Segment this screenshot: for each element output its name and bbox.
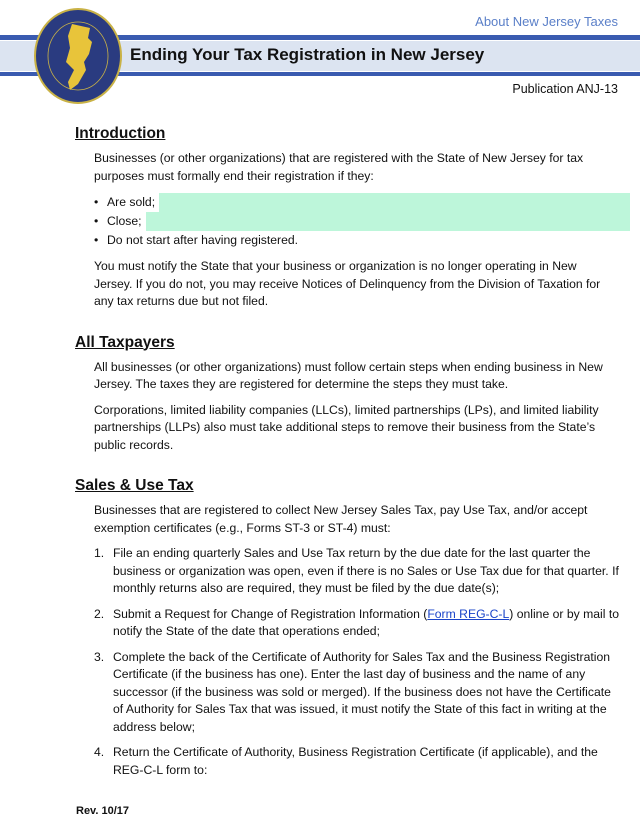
item-text-pre: Submit a Request for Change of Registration Information (	[113, 606, 428, 621]
page-title: Ending Your Tax Registration in New Jersey	[130, 45, 485, 64]
intro-bullet-list	[0, 193, 640, 250]
item-text: File an ending quarterly Sales and Use Tax return by the due date for the last quarter the business or organization was open, even if there is no Sales or Use Tax due for that quarter. If monthly returns also are required, they must be filed by the due date(s);	[113, 546, 619, 595]
introduction-heading: Introduction	[75, 125, 166, 142]
item-number: 3.	[94, 649, 105, 664]
item-text: Complete the back of the Certificate of Authority for Sales Tax and the Business Registration Certificate (if the business has one). Enter the last day of business and the name of any successor (if the business was sold or merged). If the business does not have the Certificate of Authority for Sales Tax that was issued, it must notify the State of this fact in writing at the address below;	[113, 649, 611, 734]
bullet-text: Do not start after having registered.	[107, 232, 299, 247]
item-text-post: ) online or by mail to notify the State of the date that operations ended;	[113, 606, 620, 638]
bullet-text: Are sold;	[107, 194, 156, 209]
sales-item-2	[94, 606, 620, 641]
sales-item-1	[94, 545, 620, 598]
sales-use-tax-heading: Sales & Use Tax	[75, 477, 194, 494]
item-text: Return the Certificate of Authority, Business Registration Certificate (if applicable), and the REG-C-L form to:	[113, 745, 598, 777]
close-field[interactable]	[146, 212, 630, 231]
item-number: 4.	[94, 745, 105, 759]
sales-paragraph-1: Businesses that are registered to collect New Jersey Sales Tax, pay Use Tax, and/or accept exemption certificates (e.g., Forms ST-3 or ST-4) must:	[94, 503, 588, 535]
sales-item-3	[94, 649, 620, 737]
all-taxpayers-paragraph-2: Corporations, limited liability companies (LLCs), limited partnerships (LPs), and limited liability partnerships (LLPs) also must take additional steps to remove their business from the State’s public records.	[94, 402, 599, 452]
bullet-are-sold	[94, 193, 630, 212]
division-of-taxation-seal-logo	[34, 8, 122, 104]
item-number: 1.	[94, 546, 105, 560]
all-taxpayers-heading: All Taxpayers	[75, 333, 175, 351]
bullet-close	[94, 212, 630, 231]
publication-number: Publication ANJ-13	[512, 82, 618, 96]
revision-date: Rev. 10/17	[76, 805, 130, 817]
intro-paragraph-2: You must notify the State that your business or organization is no longer operating in New Jersey. If you do not, you may receive Notices of Delinquency from the Division of Taxation for any tax returns due but not filed.	[94, 259, 601, 308]
document-body	[0, 124, 640, 827]
sales-item-4	[94, 744, 620, 779]
item-number: 2.	[94, 606, 105, 621]
intro-paragraph-1: Businesses (or other organizations) that are registered with the State of New Jersey for tax purposes must formally end their registration if they:	[94, 151, 584, 183]
are-sold-field[interactable]	[159, 193, 630, 212]
bullet-icon: •	[94, 232, 99, 247]
about-nj-taxes-link[interactable]: About New Jersey Taxes	[475, 14, 618, 29]
all-taxpayers-paragraph-1: All businesses (or other organizations) must follow certain steps when ending business in New Jersey. The taxes they are registered for determine the steps they must take.	[94, 359, 603, 391]
bullet-text: Close;	[107, 213, 142, 228]
item-text	[113, 606, 620, 641]
bullet-do-not-start	[94, 231, 630, 250]
form-reg-c-l-link[interactable]: Form REG-C-L	[427, 606, 510, 621]
bullet-icon: •	[94, 194, 99, 209]
bullet-icon: •	[94, 213, 99, 228]
